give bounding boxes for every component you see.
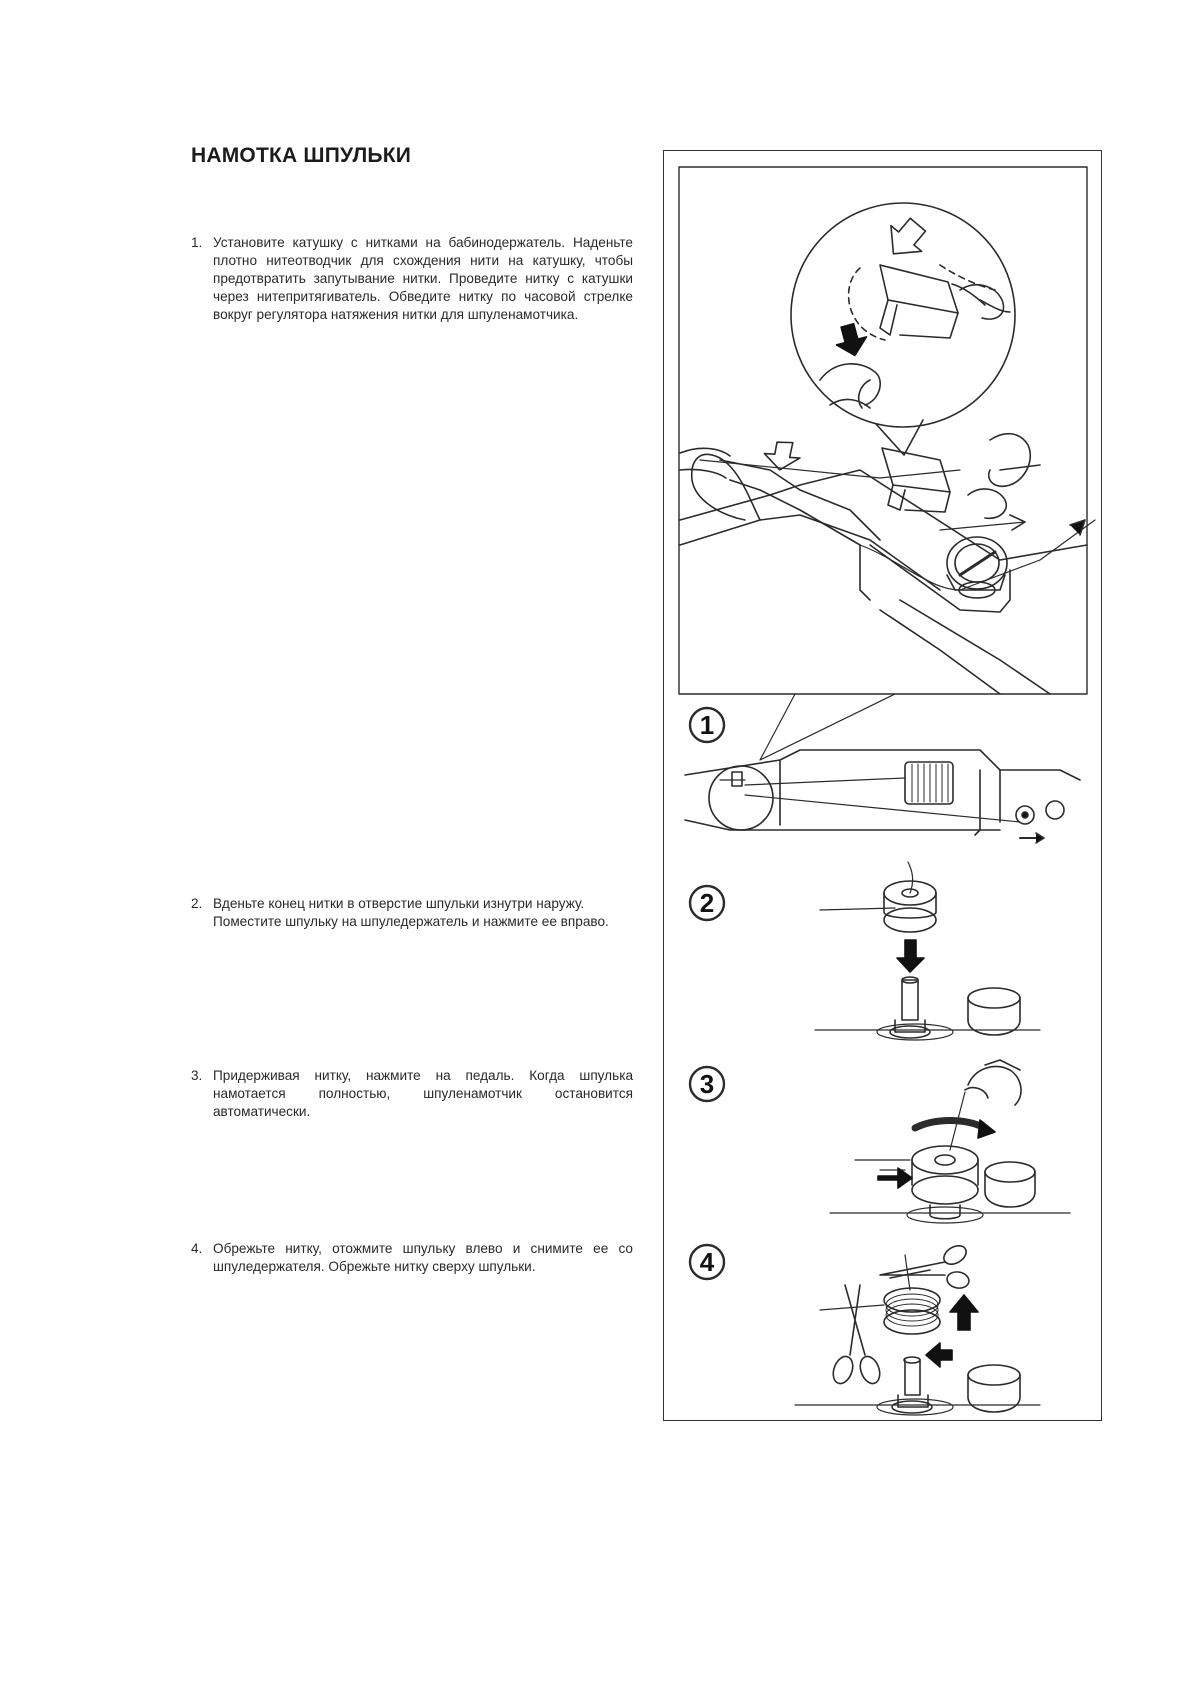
step-number: 4. [191, 1241, 203, 1256]
step-number: 2. [191, 896, 203, 911]
step-text: Установите катушку с нитками на бабинодержатель. Наденьте плотно нитеотводчик для схождения нити на катушку, чтобы предотвратить запутывание нитки. Проведите нитку с катушки через нитепритягиватель. Обведите нитку по часовой стрелке вокруг регулятора натяжения нитки для шпуленамотчика. [213, 235, 633, 322]
figure-1-overview [685, 694, 1080, 843]
thread-guide-icon [880, 265, 985, 338]
step-text: Поместите шпульку на шпуледержатель и нажмите ее вправо. [213, 914, 609, 929]
step-number: 3. [191, 1068, 203, 1083]
figure-label: 4 [699, 1247, 715, 1277]
figure-label: 2 [699, 888, 715, 918]
scissors-icon [830, 1285, 883, 1386]
scissors-icon [880, 1242, 970, 1290]
figure-2 [690, 862, 1040, 1040]
step-text: Придерживая нитку, нажмите на педаль. Когда шпулька намотается полностью, шпуленамотчик остановится автоматически. [213, 1068, 633, 1119]
bobbin-icon [884, 881, 936, 932]
figure-label: 3 [699, 1069, 715, 1099]
figure-4 [690, 1242, 1040, 1415]
zoom-circle [791, 203, 1015, 427]
page-title: НАМОТКА ШПУЛЬКИ [191, 144, 412, 167]
step-text: Вденьте конец нитки в отверстие шпульки изнутри наружу. [213, 896, 585, 911]
figure-label: 1 [699, 710, 715, 740]
step-number: 1. [191, 235, 203, 250]
figure-3 [690, 1060, 1070, 1223]
step-text: Обрежьте нитку, отожмите шпульку влево и снимите ее со шпуледержателя. Обрежьте нитку сверху шпульки. [213, 1241, 633, 1274]
figure-1-detail [679, 167, 1095, 694]
